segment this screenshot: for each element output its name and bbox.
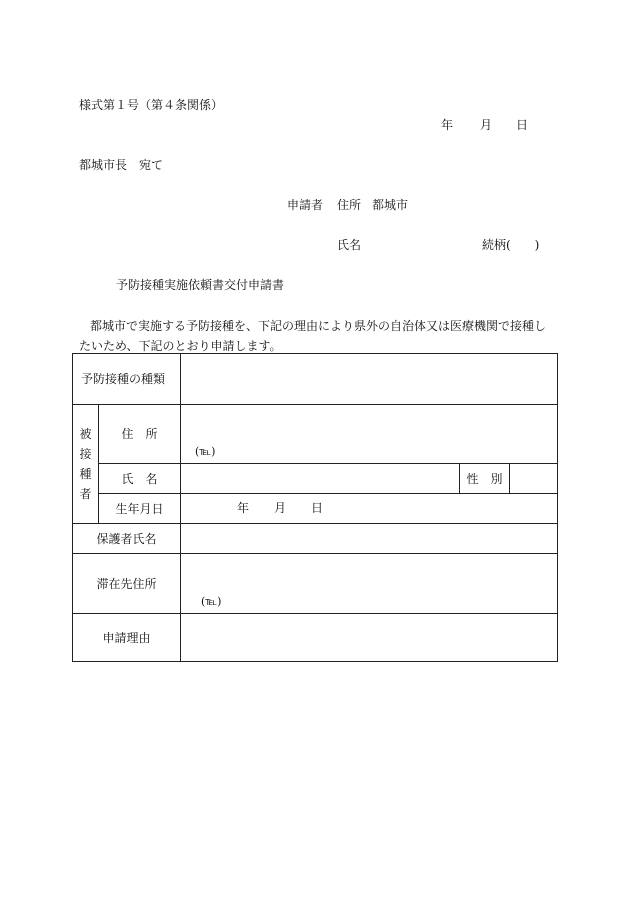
recipient-tel-label: (℡) (195, 445, 216, 458)
applicant-relation-label: 続柄( ) (482, 238, 540, 252)
recipient-name-label-cell (99, 464, 181, 494)
recipient-char-1: 被 (79, 427, 92, 441)
reason-label: 申請理由 (102, 630, 151, 645)
stay-address-label: 滞在先住所 (96, 576, 157, 591)
recipient-char-3: 種 (79, 467, 92, 481)
intro-line-2: たいため、下記のとおり申請します。 (79, 339, 282, 353)
addressee: 都城市長 宛て (79, 158, 164, 172)
guardian-field[interactable] (181, 524, 558, 554)
recipient-address-label-cell (99, 405, 181, 464)
birthdate-label-cell (99, 494, 181, 524)
guardian-label-cell (73, 524, 181, 554)
vaccine-type-label-cell (73, 354, 181, 405)
birth-year-label: 年 (237, 501, 250, 515)
stay-tel-label: (℡) (201, 595, 222, 608)
gender-label-cell (460, 464, 510, 494)
applicant-name-label: 氏名 (337, 238, 362, 252)
recipient-address-field[interactable] (181, 405, 558, 464)
recipient-char-2: 接 (79, 447, 92, 461)
vaccine-type-label: 予防接種の種類 (81, 372, 166, 386)
recipient-char-4: 者 (79, 487, 92, 501)
recipient-address-label: 住 所 (121, 427, 158, 441)
stay-address-field[interactable] (181, 554, 558, 614)
reason-field[interactable] (181, 614, 558, 662)
birth-month-label: 月 (274, 501, 287, 515)
intro-line-1: 都城市で実施する予防接種を、下記の理由により県外の自治体又は医療機関で接種し (90, 319, 547, 333)
vaccine-type-field[interactable] (181, 354, 558, 405)
birthdate-field[interactable] (181, 494, 558, 524)
document-title: 予防接種実施依頼書交付申請書 (116, 278, 285, 292)
stay-address-label-cell (73, 554, 181, 614)
application-form-table (72, 353, 558, 662)
recipient-label-cell (73, 405, 99, 524)
birthdate-label: 生年月日 (115, 501, 164, 516)
recipient-name-label: 氏 名 (121, 471, 158, 486)
date-day-label: 日 (516, 118, 529, 132)
applicant-address-value: 都城市 (372, 198, 409, 212)
date-year-label: 年 (441, 118, 454, 132)
date-month-label: 月 (480, 118, 493, 132)
form-number: 様式第１号（第４条関係） (79, 98, 224, 112)
recipient-name-field[interactable] (181, 464, 460, 494)
reason-label-cell (73, 614, 181, 662)
birth-day-label: 日 (311, 501, 324, 515)
guardian-label: 保護者氏名 (96, 531, 157, 546)
applicant-address-label: 住所 (337, 198, 362, 212)
gender-field[interactable] (510, 464, 558, 494)
gender-label: 性 別 (466, 471, 503, 486)
applicant-label: 申請者 (287, 198, 324, 212)
